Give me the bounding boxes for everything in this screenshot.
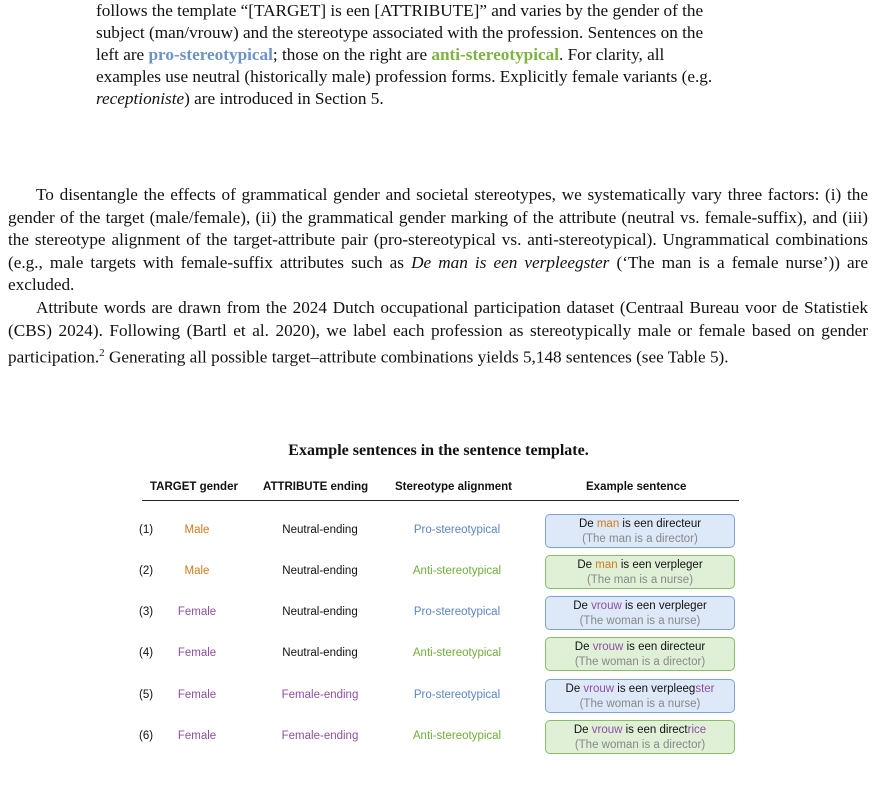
sentence-gloss: (The woman is a director) xyxy=(574,655,706,668)
paragraph-text: To disentangle the effects of grammatical gender and societal stereotypes, we systematically vary three factors: (i) the gender of the target (male/female), (ii) the grammatical gender marking of the attribute (neutral vs. female-suffix), and (iii) the stereotype alignment of the target-attribute pair (pro-stereotypical vs. anti-stereotypical). Ungrammatical combinations (e.g., male targets with female-suffix attributes such as xyxy=(8,185,868,272)
header-example-sentence: Example sentence xyxy=(586,481,687,493)
body-paragraph-1 xyxy=(8,184,868,297)
target-gender: Female xyxy=(177,730,217,742)
sentence-text: De xyxy=(577,559,596,571)
paragraph-text: Generating all possible target–attribute combinations yields 5,148 sentences (see Table 5). xyxy=(104,347,729,367)
sentence-target: man xyxy=(595,559,618,571)
target-gender: Female xyxy=(177,606,217,618)
attribute-ending: Neutral-ending xyxy=(282,647,358,659)
sentence-text: De xyxy=(578,518,597,530)
figure-caption xyxy=(96,0,838,110)
target-gender: Female xyxy=(177,689,217,701)
sentence-target: man xyxy=(596,518,620,530)
footnote-marker[interactable]: 2 xyxy=(99,347,105,359)
sentence-gloss: (The woman is a director) xyxy=(574,738,706,751)
sentence-target: vrouw xyxy=(591,724,623,736)
sentence-text: De xyxy=(573,724,592,736)
row-number: (3) xyxy=(139,606,154,618)
sentence-text: De xyxy=(565,683,584,695)
example-sentence-box xyxy=(545,679,735,713)
sentence-gloss: (The man is a director) xyxy=(582,532,698,545)
header-target-gender: TARGET gender xyxy=(150,481,238,493)
sentence-target: vrouw xyxy=(591,600,622,612)
stereotype-alignment: Pro-stereotypical xyxy=(413,606,501,618)
table-title: Example sentences in the sentence template. xyxy=(288,442,589,459)
sentence-gloss: (The woman is a nurse) xyxy=(579,697,701,710)
sentence-text: is een directeur xyxy=(619,518,702,530)
stereotype-alignment: Pro-stereotypical xyxy=(413,689,501,701)
attribute-ending: Neutral-ending xyxy=(282,606,358,618)
body-paragraph-2 xyxy=(8,297,868,369)
caption-text: ; those on the right are xyxy=(272,45,432,64)
table-row xyxy=(0,594,877,634)
caption-line: follows the template “[TARGET] is een [ATTRIBUTE]” and varies by the gender of the xyxy=(96,1,704,20)
caption-line xyxy=(96,44,838,66)
table-row xyxy=(0,512,877,552)
sentence-text: is een verpleeg xyxy=(614,683,696,695)
paragraph-text: Attribute words are drawn from the 2024 Dutch occupational participation dataset (Centraal Bureau voor de Statistiek (CBS) 2024). Following (Bartl et al. 2020), we label each profession as stereotypically male or female based on gender participation. xyxy=(8,298,868,367)
row-number: (5) xyxy=(139,689,154,701)
table-row xyxy=(0,553,877,593)
sentence-suffix: rice xyxy=(687,724,707,736)
target-gender: Male xyxy=(184,565,210,577)
header-attribute-ending: ATTRIBUTE ending xyxy=(263,481,369,493)
stereotype-alignment: Pro-stereotypical xyxy=(413,524,501,536)
caption-line: examples use neutral (historically male) profession forms. Explicitly female variants (e.g. xyxy=(96,67,713,86)
sentence-text: is een direct xyxy=(622,724,688,736)
caption-italic-word: receptioniste xyxy=(96,89,185,108)
sentence-text: is een directeur xyxy=(623,641,706,653)
sentence-gloss: (The man is a nurse) xyxy=(586,573,694,586)
example-sentence-box xyxy=(545,720,735,754)
caption-text: left are xyxy=(96,45,149,64)
attribute-ending: Female-ending xyxy=(281,730,359,742)
target-gender: Male xyxy=(184,524,210,536)
row-number: (6) xyxy=(139,730,154,742)
sentence-target: vrouw xyxy=(592,641,624,653)
sentence-text: is een verpleger xyxy=(617,559,703,571)
target-gender: Female xyxy=(177,647,217,659)
example-sentence-box xyxy=(545,637,735,671)
header-stereotype-alignment: Stereotype alignment xyxy=(395,481,512,493)
row-number: (1) xyxy=(139,524,154,536)
example-italic: De man is een verpleegster xyxy=(411,252,610,272)
caption-line xyxy=(96,88,838,110)
row-number: (4) xyxy=(139,647,154,659)
attribute-ending: Female-ending xyxy=(281,689,359,701)
sentence-suffix: ster xyxy=(695,683,715,695)
example-sentence-box xyxy=(545,555,735,589)
attribute-ending: Neutral-ending xyxy=(282,565,358,577)
table-header-rule xyxy=(142,500,739,501)
table-row xyxy=(0,677,877,717)
example-sentence-box xyxy=(545,514,735,548)
sentence-text: De xyxy=(573,600,592,612)
caption-text: . For clarity, all xyxy=(559,45,665,64)
attribute-ending: Neutral-ending xyxy=(282,524,358,536)
row-number: (2) xyxy=(139,565,154,577)
sentence-gloss: (The woman is a nurse) xyxy=(579,614,701,627)
paragraph-text: (‘The man is a female nurse’)) are excluded. xyxy=(8,252,869,294)
caption-line: subject (man/vrouw) and the stereotype associated with the profession. Sentences on the xyxy=(96,23,704,42)
stereotype-alignment: Anti-stereotypical xyxy=(412,565,502,577)
table-row xyxy=(0,635,877,675)
stereotype-alignment: Anti-stereotypical xyxy=(412,730,502,742)
sentence-text: is een verpleger xyxy=(621,600,707,612)
stereotype-alignment: Anti-stereotypical xyxy=(412,647,502,659)
example-sentence-box xyxy=(545,596,735,630)
anti-stereotypical-label: anti-stereotypical xyxy=(431,45,559,64)
sentence-text: De xyxy=(574,641,593,653)
pro-stereotypical-label: pro-stereotypical xyxy=(148,45,273,64)
sentence-target: vrouw xyxy=(583,683,615,695)
table-row xyxy=(0,718,877,758)
caption-text: ) are introduced in Section 5. xyxy=(184,89,384,108)
